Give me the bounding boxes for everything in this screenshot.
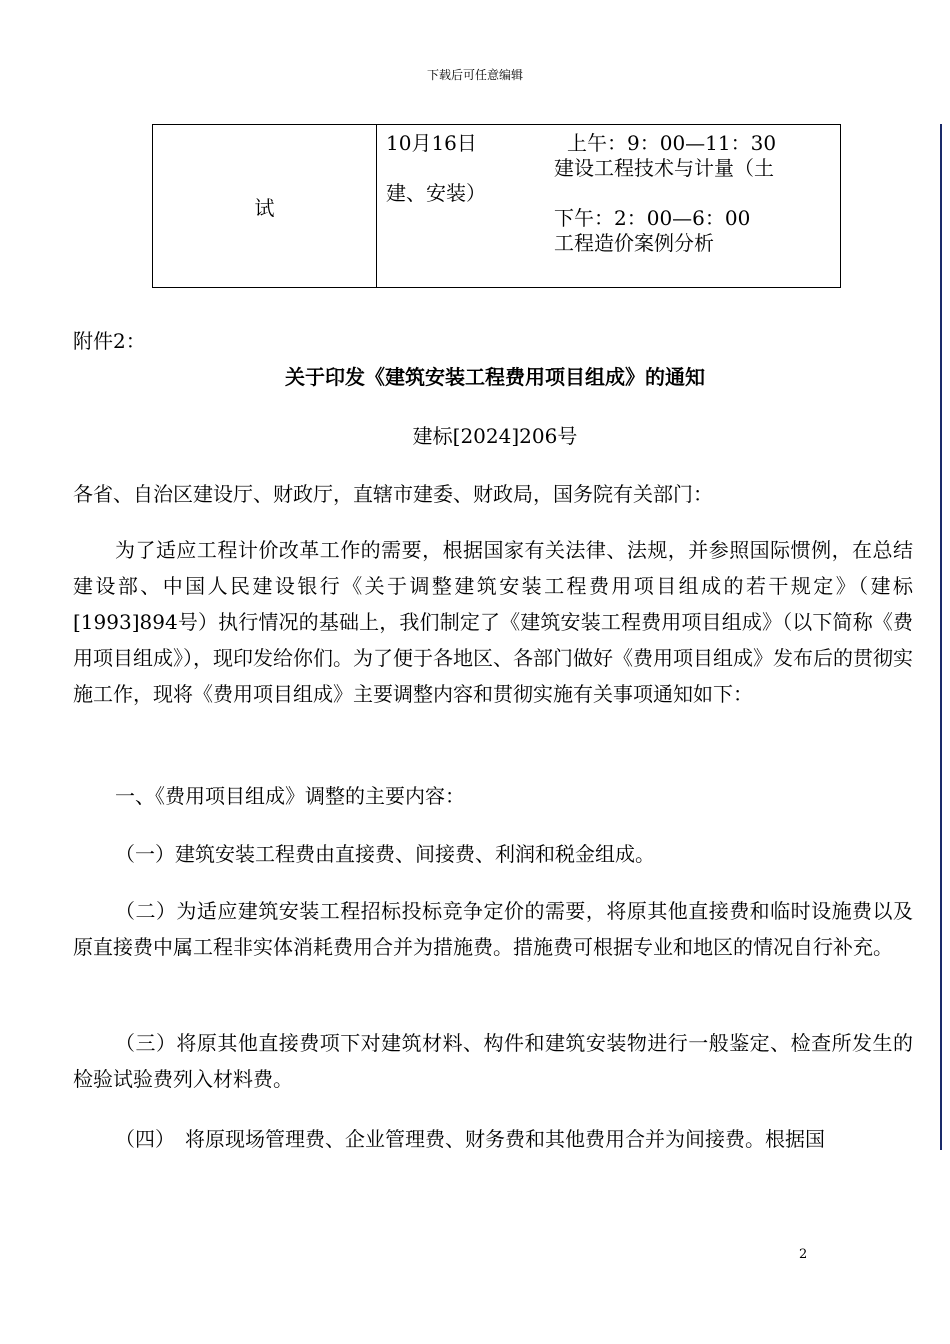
item-4: （四） 将原现场管理费、企业管理费、财务费和其他费用合并为间接费。根据国: [115, 1127, 825, 1151]
afternoon-subject: 工程造价案例分析: [554, 231, 714, 255]
addressees: 各省、自治区建设厅、财政厅，直辖市建委、财政局，国务院有关部门：: [73, 482, 713, 506]
exam-date: 10月16日: [386, 131, 477, 155]
page-number: 2: [799, 1247, 808, 1262]
item-2: （二）为适应建筑安装工程招标投标竞争定价的需要，将原其他直接费和临时设施费以及原直接费中属工程非实体消耗费用合并为措施费。措施费可根据专业和地区的情况自行补充。: [73, 899, 913, 959]
table-cell-subject-label: 试: [153, 125, 377, 288]
morning-subject-line2: 建、安装）: [386, 181, 486, 205]
item-1: （一）建筑安装工程费由直接费、间接费、利润和税金组成。: [115, 842, 655, 866]
exam-schedule-table: [152, 124, 841, 288]
intro-paragraph: 为了适应工程计价改革工作的需要，根据国家有关法律、法规，并参照国际惯例，在总结建设部、中国人民建设银行《关于调整建筑安装工程费用项目组成的若干规定》（建标[1993]894号）执行情况的基础上，我们制定了《建筑安装工程费用项目组成》（以下简称《费用项目组成》），现印发给你们。为了便于各地区、各部门做好《费用项目组成》发布后的贯彻实施工作，现将《费用项目组成》主要调整内容和贯彻实施有关事项通知如下：: [73, 538, 913, 706]
attachment-label: 附件2：: [73, 329, 146, 353]
morning-subject-line1: 建设工程技术与计量（土: [554, 156, 774, 180]
section-heading: 一、《费用项目组成》调整的主要内容：: [115, 784, 465, 808]
notice-title: 关于印发《建筑安装工程费用项目组成》的通知: [285, 365, 705, 389]
header-note: 下载后可任意编辑: [426, 68, 523, 82]
table-cell-schedule: [377, 125, 841, 288]
table-row: [153, 125, 841, 288]
morning-time: 上午：9：00—11：30: [567, 131, 777, 155]
right-margin-rule: [940, 124, 942, 1150]
document-number: 建标[2024]206号: [412, 424, 578, 448]
afternoon-time: 下午：2：00—6：00: [554, 206, 751, 230]
item-3: （三）将原其他直接费项下对建筑材料、构件和建筑安装物进行一般鉴定、检查所发生的检验试验费列入材料费。: [73, 1031, 913, 1091]
